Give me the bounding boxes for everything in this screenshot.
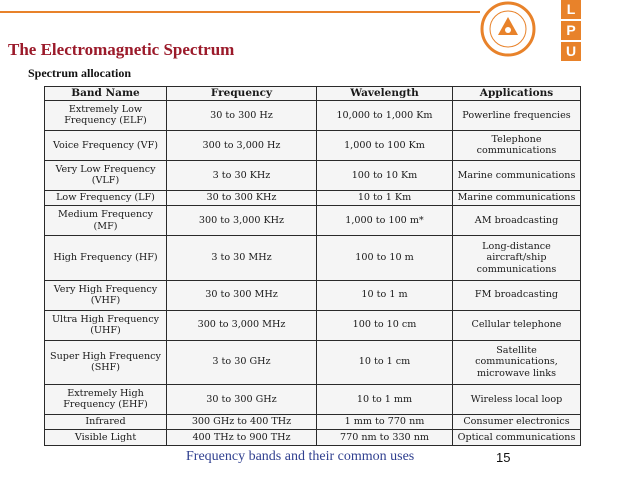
cell-application: Long-distance aircraft/ship communications bbox=[453, 236, 581, 280]
cell-wavelength: 100 to 10 m bbox=[317, 236, 453, 280]
cell-wavelength: 100 to 10 cm bbox=[317, 310, 453, 340]
table-row bbox=[45, 430, 581, 446]
cell-application: Marine communications bbox=[453, 190, 581, 206]
cell-wavelength: 10,000 to 1,000 Km bbox=[317, 101, 453, 131]
column-header-applications: Applications bbox=[453, 87, 581, 101]
university-seal-logo bbox=[480, 1, 536, 57]
cell-wavelength: 10 to 1 Km bbox=[317, 190, 453, 206]
column-header-band-name: Band Name bbox=[45, 87, 167, 101]
table-row bbox=[45, 130, 581, 160]
cell-frequency: 3 to 30 KHz bbox=[167, 160, 317, 190]
brand-letter-p: P bbox=[561, 21, 581, 40]
table-row bbox=[45, 384, 581, 414]
cell-wavelength: 100 to 10 Km bbox=[317, 160, 453, 190]
cell-band-name: Visible Light bbox=[45, 430, 167, 446]
brand-letter-u: U bbox=[561, 42, 581, 61]
figure-caption: Frequency bands and their common uses bbox=[186, 449, 415, 464]
slide-subtitle: Spectrum allocation bbox=[28, 66, 131, 80]
spectrum-table-image bbox=[44, 86, 580, 446]
cell-frequency: 3 to 30 GHz bbox=[167, 340, 317, 384]
cell-band-name: High Frequency (HF) bbox=[45, 236, 167, 280]
cell-application: Marine communications bbox=[453, 160, 581, 190]
cell-band-name: Extremely High Frequency (EHF) bbox=[45, 384, 167, 414]
cell-wavelength: 1 mm to 770 nm bbox=[317, 414, 453, 430]
cell-wavelength: 10 to 1 mm bbox=[317, 384, 453, 414]
cell-band-name: Infrared bbox=[45, 414, 167, 430]
cell-frequency: 30 to 300 KHz bbox=[167, 190, 317, 206]
table-row bbox=[45, 101, 581, 131]
cell-band-name: Voice Frequency (VF) bbox=[45, 130, 167, 160]
cell-band-name: Medium Frequency (MF) bbox=[45, 206, 167, 236]
cell-wavelength: 1,000 to 100 m* bbox=[317, 206, 453, 236]
lpu-brand-letters bbox=[561, 0, 581, 63]
cell-application: Consumer electronics bbox=[453, 414, 581, 430]
table-row bbox=[45, 160, 581, 190]
cell-band-name: Super High Frequency (SHF) bbox=[45, 340, 167, 384]
cell-wavelength: 10 to 1 m bbox=[317, 280, 453, 310]
cell-frequency: 400 THz to 900 THz bbox=[167, 430, 317, 446]
table-body bbox=[45, 101, 581, 446]
cell-frequency: 300 to 3,000 KHz bbox=[167, 206, 317, 236]
table-row bbox=[45, 414, 581, 430]
cell-application: Powerline frequencies bbox=[453, 101, 581, 131]
cell-frequency: 300 to 3,000 MHz bbox=[167, 310, 317, 340]
cell-frequency: 3 to 30 MHz bbox=[167, 236, 317, 280]
cell-application: Telephone communications bbox=[453, 130, 581, 160]
cell-frequency: 30 to 300 MHz bbox=[167, 280, 317, 310]
table-row bbox=[45, 280, 581, 310]
cell-application: AM broadcasting bbox=[453, 206, 581, 236]
cell-frequency: 30 to 300 Hz bbox=[167, 101, 317, 131]
cell-frequency: 300 GHz to 400 THz bbox=[167, 414, 317, 430]
spectrum-table bbox=[44, 86, 581, 446]
brand-letter-l: L bbox=[561, 0, 581, 19]
page-number: 15 bbox=[496, 450, 511, 465]
table-header-row bbox=[45, 87, 581, 101]
cell-wavelength: 10 to 1 cm bbox=[317, 340, 453, 384]
table-row bbox=[45, 236, 581, 280]
cell-application: Cellular telephone bbox=[453, 310, 581, 340]
cell-band-name: Ultra High Frequency (UHF) bbox=[45, 310, 167, 340]
table-row bbox=[45, 310, 581, 340]
cell-application: FM broadcasting bbox=[453, 280, 581, 310]
cell-frequency: 30 to 300 GHz bbox=[167, 384, 317, 414]
header-accent-line bbox=[0, 11, 480, 13]
column-header-wavelength: Wavelength bbox=[317, 87, 453, 101]
cell-application: Wireless local loop bbox=[453, 384, 581, 414]
cell-wavelength: 770 nm to 330 nm bbox=[317, 430, 453, 446]
column-header-frequency: Frequency bbox=[167, 87, 317, 101]
cell-frequency: 300 to 3,000 Hz bbox=[167, 130, 317, 160]
table-row bbox=[45, 190, 581, 206]
cell-band-name: Low Frequency (LF) bbox=[45, 190, 167, 206]
cell-wavelength: 1,000 to 100 Km bbox=[317, 130, 453, 160]
cell-application: Satellite communications, microwave links bbox=[453, 340, 581, 384]
table-row bbox=[45, 340, 581, 384]
table-row bbox=[45, 206, 581, 236]
slide-title: The Electromagnetic Spectrum bbox=[8, 40, 235, 59]
cell-application: Optical communications bbox=[453, 430, 581, 446]
cell-band-name: Extremely Low Frequency (ELF) bbox=[45, 101, 167, 131]
cell-band-name: Very Low Frequency (VLF) bbox=[45, 160, 167, 190]
cell-band-name: Very High Frequency (VHF) bbox=[45, 280, 167, 310]
